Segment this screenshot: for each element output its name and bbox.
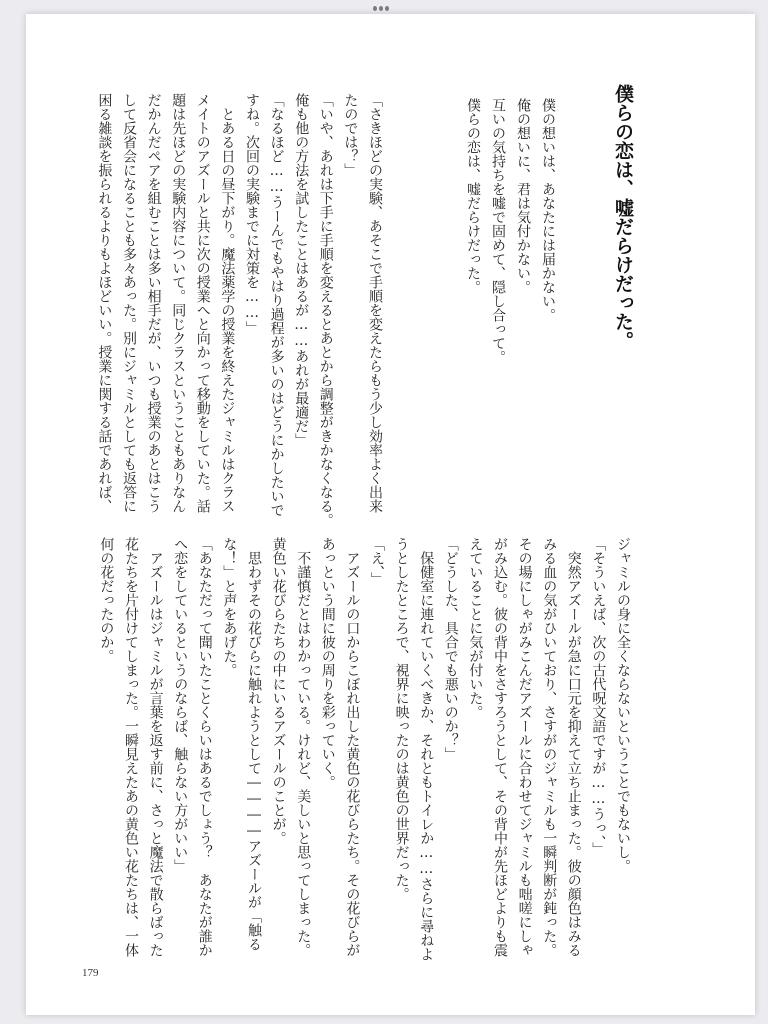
text-column: へ恋をしているというのならば、触らない方がいい」: [172, 537, 189, 873]
dot-icon: [385, 6, 389, 11]
text-column: 「あなただって聞いたことくらいはあるでしょう？ あなたが誰か: [196, 537, 213, 957]
text-column: アズールはジャミルが言葉を返す前に、さっと魔法で散らばった: [147, 537, 164, 957]
text-column: アズールの口からこぼれ出した黄色の花びらたち。その花びらが: [344, 537, 361, 957]
text-column: 保健室に連れていくべきか、それともトイレか……さらに尋ねよ: [418, 537, 435, 961]
text-column: みる血の気がひいており、さすがのジャミルも一瞬判断が鈍った。: [541, 537, 558, 957]
text-column: うとしたところで、視界に映ったのは黄色の世界だった。: [393, 537, 410, 901]
text-column: 何の花だったのか。: [98, 537, 115, 663]
text-column: すね。次回の実験までに対策を……」: [244, 93, 260, 335]
text-column: その場にしゃがみこんだアズールに合わせてジャミルも咄嗟にしゃ: [516, 537, 533, 957]
text-column: 題は先ほどの実験内容について。同じクラスということもありなん: [170, 93, 187, 513]
poem-line: 俺の想いに、君は気付かない。: [515, 98, 531, 294]
text-column: な！」と声をあげた。: [221, 537, 238, 677]
text-column: あっという間に彼の周りを彩っていく。: [319, 537, 336, 789]
window-handle-dots[interactable]: [373, 6, 389, 11]
text-column: 黄色い花びらたちの中にいるアズールのことが。: [270, 537, 287, 845]
text-column: 不謹慎だとはわかっている。けれど、美しいと思ってしまった。: [295, 537, 312, 957]
text-column: 「さきほどの実験、あそこで手順を変えたらもう少し効率よく出来: [367, 93, 383, 513]
text-column: 俺も他の方法を試したことはあるが……あれが最適だ」: [293, 93, 310, 447]
text-column: ジャミルの身に全くならないということでもないし。: [615, 537, 631, 873]
text-column: だかんだペアを組むことは多い相手だが、いつも授業のあとはこう: [145, 93, 162, 513]
text-column: えていることに気が付いた。: [467, 537, 484, 719]
text-column: 「どうした、具合でも悪いのか？」: [442, 537, 459, 761]
text-column: 思わずその花びらに触れようとして――――アズールが「触る: [246, 537, 262, 951]
poem-line: 僕らの恋は、嘘だらけだった。: [465, 98, 481, 294]
dot-icon: [373, 6, 377, 11]
text-column: 困る雑談を振られるよりもよほどいい。授業に関する話であれば、: [96, 93, 113, 513]
text-column: して反省会になることも多々あった。別にジャミルとしても返答に: [121, 93, 137, 513]
text-column: 「そういえば、次の古代呪文語ですが……うっ、」: [590, 537, 607, 856]
text-column: とある日の昼下がり。魔法薬学の授業を終えたジャミルはクラス: [219, 93, 236, 513]
text-column: 花たちを片付けてしまった。一瞬見えたあの黄色い花たちは、一体: [123, 537, 139, 957]
page-number: 179: [82, 967, 99, 979]
text-column: がみ込む。彼の背中をさすろうとして、その背中が先ほどよりも震: [492, 537, 508, 957]
text-column: メイトのアズールと共に次の授業へと向かって移動をしていた。話: [194, 93, 211, 513]
text-column: たのでは？」: [342, 93, 359, 177]
poem-line: 僕の想いは、あなたには届かない。: [540, 98, 556, 322]
text-column: 「いや、あれは下手に手順を変えるとあとから調整がきかなくなる。: [317, 93, 334, 527]
text-column: 突然アズールが急に口元を抑えて立ち止まった。彼の顔色はみる: [565, 537, 582, 957]
book-page[interactable]: [26, 14, 755, 1015]
dot-icon: [379, 6, 383, 11]
poem-line: 互いの気持ちを嘘で固めて、隠し合って。: [490, 98, 506, 364]
chapter-title: 僕らの恋は、嘘だらけだった。: [612, 84, 634, 350]
text-column: 「なるほど……うーんでもやはり過程が多いのはどうにかしたいで: [268, 93, 285, 517]
text-column: 「え、」: [369, 537, 385, 586]
